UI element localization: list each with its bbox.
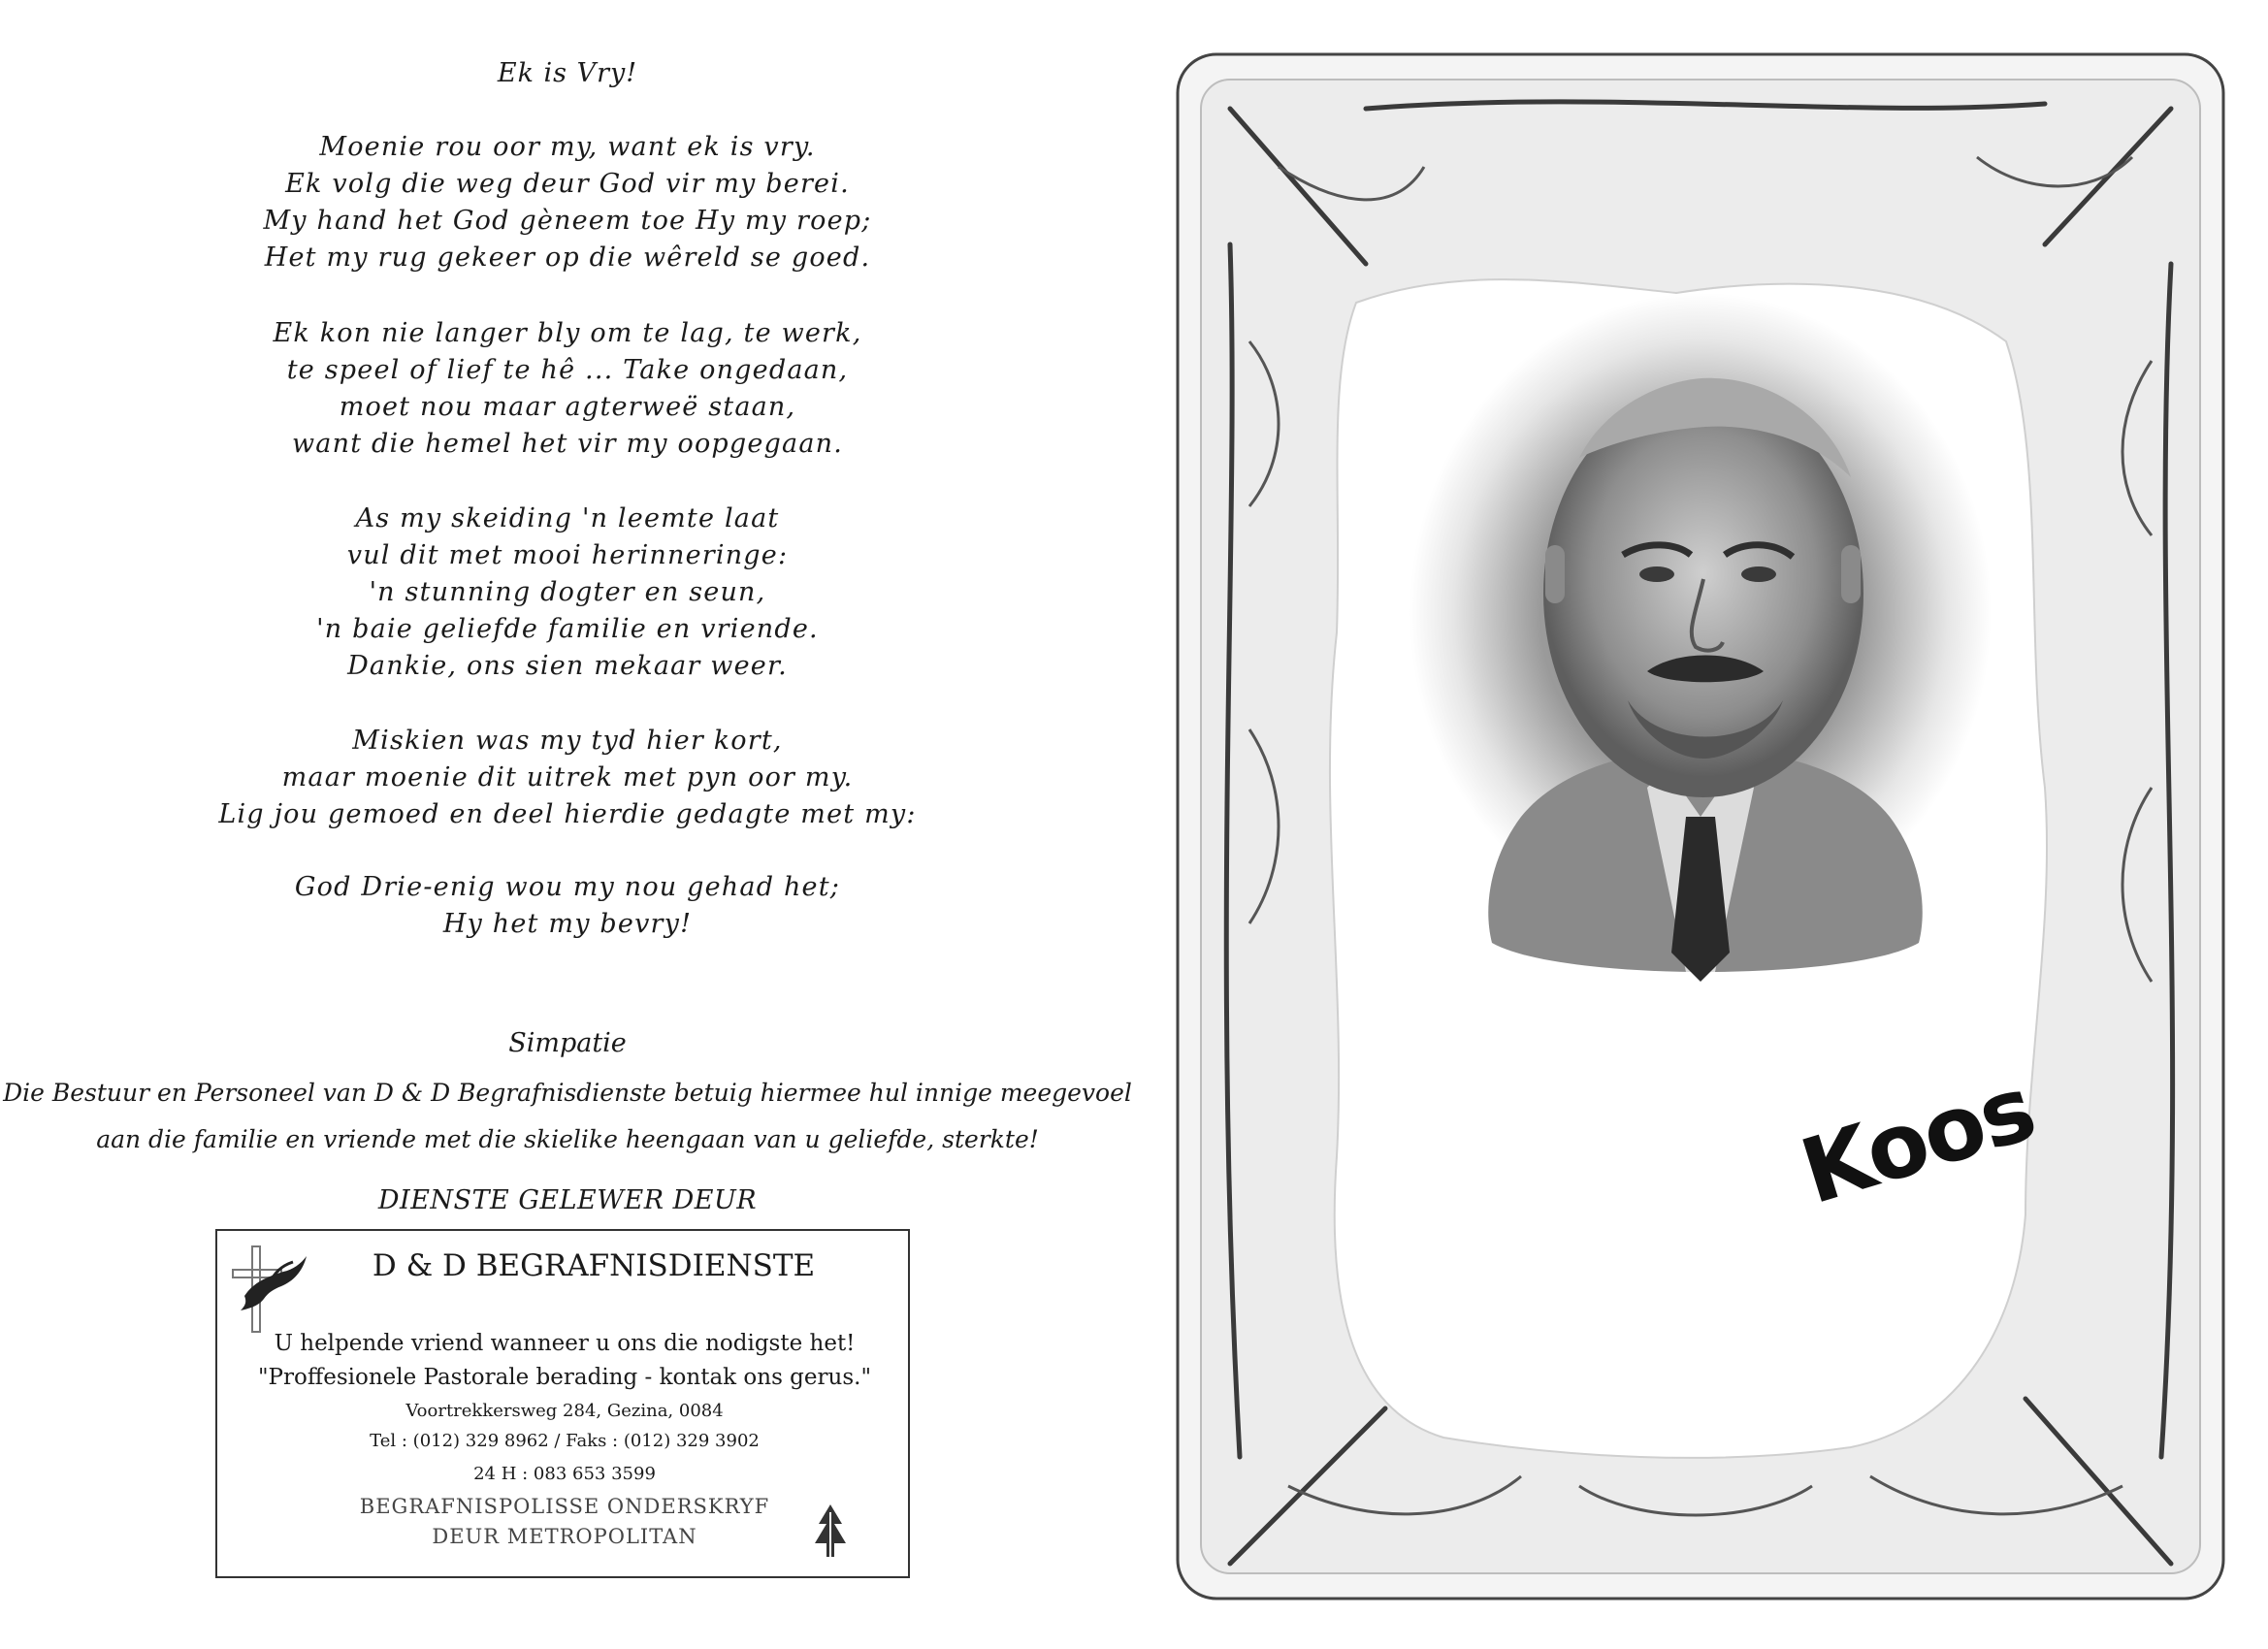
cover-page [1172, 50, 2229, 1602]
advert-hours: 24 H : 083 653 3599 [473, 1464, 656, 1484]
poem-stanza-2 [0, 315, 1135, 463]
sympathy-line: Die Bestuur en Personeel van D & D Begrafnisdienste betuig hiermee hul innige meegevoel [3, 1079, 1132, 1107]
funeral-home-name: D & D BEGRAFNISDIENSTE [372, 1248, 816, 1283]
sympathy-text [0, 1070, 1135, 1163]
sympathy-title: Simpatie [508, 1028, 627, 1058]
poem-line: Moenie rou oor my, want ek is vry. [319, 132, 816, 162]
services-heading: DIENSTE GELEWER DEUR [377, 1185, 758, 1215]
poem-line: My hand het God gèneem toe Hy my roep; [263, 206, 872, 236]
deceased-name: Koos [1790, 1055, 2046, 1225]
funeral-home-advert [215, 1229, 910, 1578]
poem-line: 'n baie geliefde familie en vriende. [316, 614, 819, 644]
advert-address: Voortrekkersweg 284, Gezina, 0084 [405, 1401, 724, 1421]
poem-line: God Drie-enig wou my nou gehad het; [294, 872, 841, 902]
poem-line: moet nou maar agterweë staan, [339, 392, 796, 422]
advert-slogan: U helpende vriend wanneer u ons die nodigste het! [274, 1331, 856, 1356]
poem-stanza-5 [0, 869, 1135, 943]
poem-line: Miskien was my tyd hier kort, [352, 726, 783, 756]
sympathy-line: aan die familie en vriende met die skielike heengaan van u geliefde, sterkte! [96, 1125, 1039, 1153]
poem-line: Dankie, ons sien mekaar weer. [347, 651, 788, 681]
metropolitan-logo-icon [811, 1503, 850, 1561]
advert-phone: Tel : (012) 329 8962 / Faks : (012) 329 3902 [370, 1431, 760, 1451]
poem-line: As my skeiding 'n leemte laat [355, 503, 780, 534]
poem-line: Het my rug gekeer op die wêreld se goed. [264, 242, 871, 273]
poem-line: maar moenie dit uitrek met pyn oor my. [281, 762, 854, 792]
poem-stanza-4 [0, 723, 1135, 833]
poem-stanza-1 [0, 129, 1135, 276]
advert-quote: "Proffesionele Pastorale berading - kontak ons gerus." [257, 1365, 872, 1390]
advert-policy-line: DEUR METROPOLITAN [432, 1525, 697, 1548]
poem-line: vul dit met mooi herinneringe: [346, 540, 789, 570]
poem-line: Ek volg die weg deur God vir my berei. [285, 169, 850, 199]
advert-policy-line: BEGRAFNISPOLISSE ONDERSKRYF [359, 1495, 770, 1518]
poem-stanza-3 [0, 501, 1135, 685]
poem-line: Ek kon nie langer bly om te lag, te werk, [273, 318, 862, 348]
poem-line: want die hemel het vir my oopgegaan. [292, 429, 843, 459]
poem-line: Lig jou gemoed en deel hierdie gedagte met my: [218, 799, 917, 829]
poem-line: 'n stunning dogter en seun, [369, 577, 766, 607]
poem-line: Hy het my bevry! [442, 909, 693, 939]
poem-line: te speel of lief te hê ... Take ongedaan, [286, 355, 849, 385]
poem-title: Ek is Vry! [497, 58, 638, 88]
memorial-photo-illustration [1172, 50, 2229, 1602]
